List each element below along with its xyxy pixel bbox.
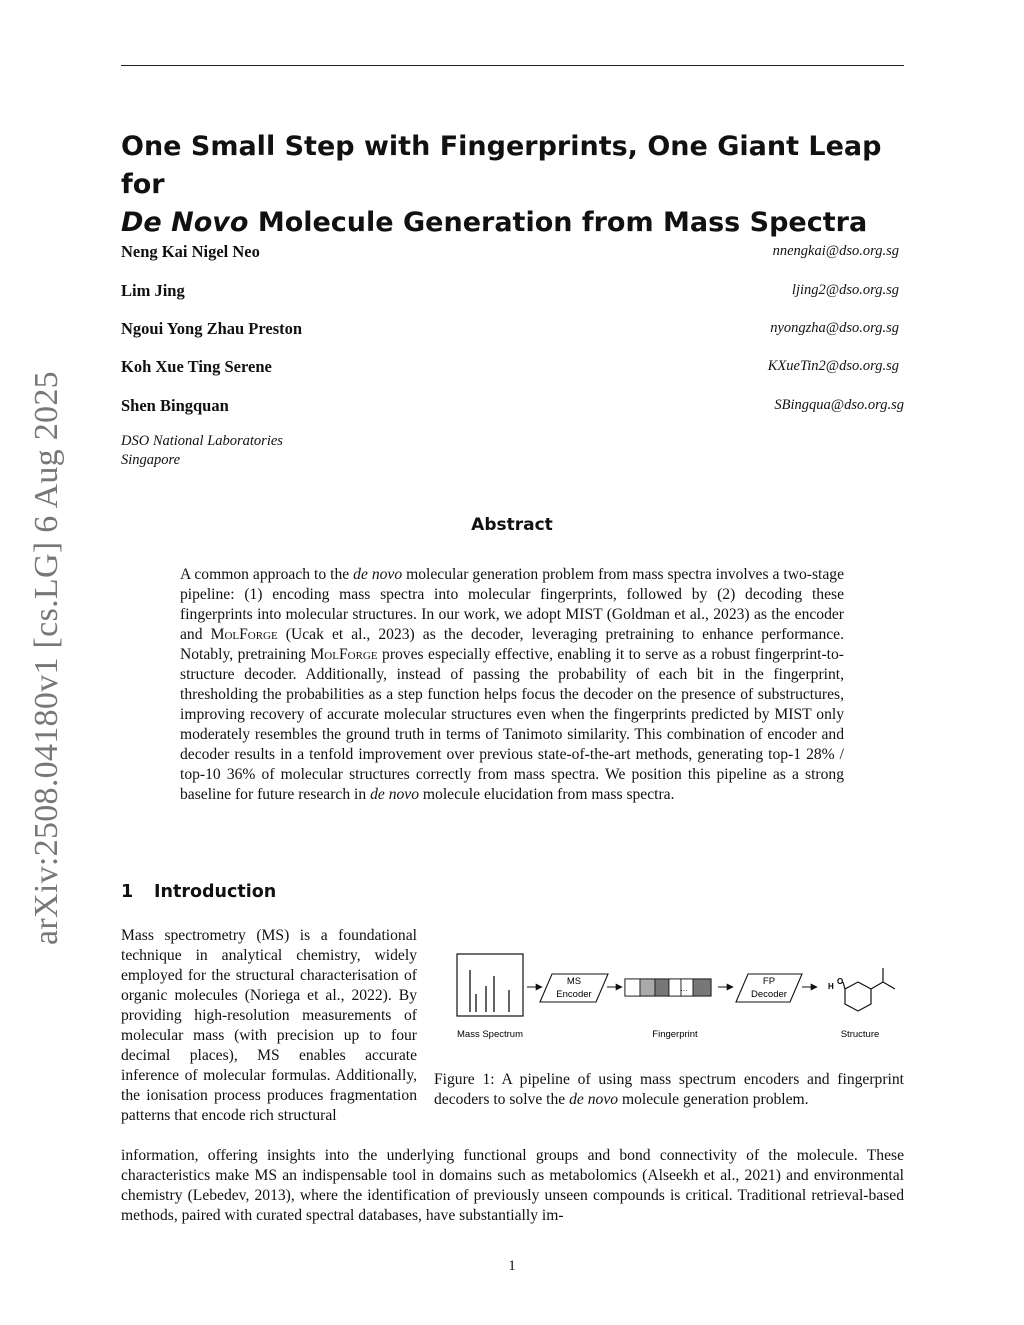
author-row <box>121 281 904 303</box>
figure-caption: Figure 1: A pipeline of using mass spectrum encoders and fingerprint decoders to solve the de novo molecule generation problem. <box>434 1071 904 1108</box>
author-email[interactable]: SBingqua@dso.org.sg <box>774 397 904 413</box>
section-heading <box>121 882 276 902</box>
atom-o: O <box>837 977 844 986</box>
paper-title <box>121 128 904 242</box>
author-email[interactable]: nnengkai@dso.org.sg <box>772 243 899 259</box>
arxiv-identifier: arXiv:2508.04180v1 [cs.LG] 6 Aug 2025 <box>28 371 65 945</box>
title-line-1: One Small Step with Fingerprints, One Giant Leap for <box>121 131 882 200</box>
author-name: Ngoui Yong Zhau Preston <box>121 319 303 338</box>
page-number: 1 <box>508 1258 516 1274</box>
affiliation-org: DSO National Laboratories <box>121 433 283 449</box>
fingerprint-bar <box>625 979 711 996</box>
author-email[interactable]: ljing2@dso.org.sg <box>791 282 899 298</box>
author-row <box>121 242 904 264</box>
author-name: Koh Xue Ting Serene <box>121 357 272 376</box>
title-italic-part: De Novo <box>121 207 249 238</box>
fp-decoder-label-1: FP <box>762 976 776 987</box>
section-number: 1 <box>121 882 134 902</box>
author-row <box>121 396 904 418</box>
author-row <box>121 357 904 379</box>
title-line-2: Molecule Generation from Mass Spectra <box>248 207 868 238</box>
atom-h: H <box>828 982 834 991</box>
author-email[interactable]: nyongzha@dso.org.sg <box>770 320 899 336</box>
fingerprint-label: Fingerprint <box>652 1029 698 1040</box>
fingerprint-ellipsis: ... <box>680 984 688 993</box>
pipeline-figure <box>434 946 904 1046</box>
mass-spectrum-icon <box>457 954 523 1016</box>
molecule-structure-icon <box>828 968 895 1011</box>
author-name: Lim Jing <box>121 281 185 300</box>
intro-paragraph-column: Mass spectrometry (MS) is a foundational technique in analytical chemistry, widely employed for the structural characterisation of organic molecules (Noriega et al., 2022). By providing high-resolution measurements of molecular mass (with precision up to four decimal places), MS enables accurate inference of molecular formulas. Additionally, the ionisation process produces fragmentation patterns that encode rich structural <box>121 927 417 1124</box>
ms-encoder-label-2: Encoder <box>556 989 592 1000</box>
top-rule <box>121 65 904 66</box>
ms-encoder-label-1: MS <box>566 976 582 987</box>
section-title: Introduction <box>154 882 277 902</box>
intro-paragraph-full: information, offering insights into the underlying functional groups and bond connectivity of the molecule. These characteristics make MS an indispensable tool in domains such as metabolomics (Alseekh et al., 2021) and environmental chemistry (Lebedev, 2013), where the identification of previously unseen compounds is critical. Traditional retrieval-based methods, paired with curated spectral databases, have substantially im- <box>121 1147 904 1224</box>
ms-encoder-block <box>540 974 608 1002</box>
fp-decoder-label-2: Decoder <box>751 989 787 1000</box>
affiliation <box>121 432 283 470</box>
structure-label: Structure <box>840 1029 880 1040</box>
mass-spectrum-label: Mass Spectrum <box>457 1029 523 1040</box>
abstract-text: A common approach to the de novo molecular generation problem from mass spectra involves a two-stage pipeline: (1) encoding mass spectra into molecular fingerprints, followed by (2) decoding these fingerprints into molecular structures. In our work, we adopt MIST (Goldman et al., 2023) as the encoder and MolForge (Ucak et al., 2023) as the decoder, leveraging pretraining to enhance performance. Notably, pretraining MolForge proves especially effective, enabling it to serve as a robust fingerprint-to-structure decoder. Additionally, instead of passing the probability of each bit in the fingerprint, thresholding the probabilities as a step function helps focus the decoder on the presence of substructures, improving recovery of accurate molecular structures even when the fingerprints predicted by MIST only moderately resembles the ground truth in terms of Tanimoto similarity. This combination of encoder and decoder results in a tenfold improvement over previous state-of-the-art methods, generating top-1 28% / top-10 36% of molecular structures correctly from mass spectra. We position this pipeline as a strong baseline for future research in de novo molecule elucidation from mass spectra. <box>180 566 844 803</box>
fp-decoder-block <box>736 974 802 1002</box>
author-row <box>121 319 904 341</box>
author-email[interactable]: KXueTin2@dso.org.sg <box>767 358 899 374</box>
author-name: Shen Bingquan <box>121 396 229 415</box>
affiliation-country: Singapore <box>121 452 181 468</box>
author-name: Neng Kai Nigel Neo <box>121 242 260 261</box>
abstract-heading: Abstract <box>471 515 553 535</box>
